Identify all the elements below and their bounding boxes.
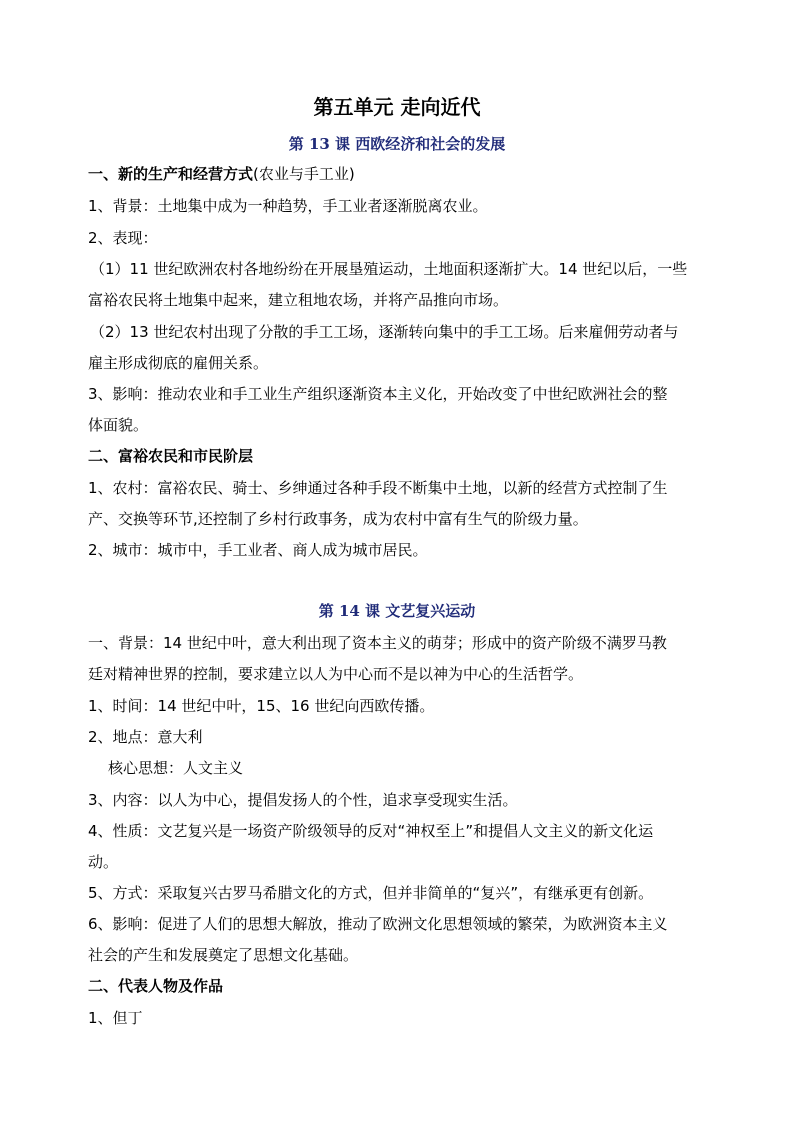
lesson-14-title: 第 14 课 文艺复兴运动 xyxy=(318,602,476,620)
place-line: 2、地点：意大利 xyxy=(88,728,203,746)
city-line: 2、城市：城市中，手工业者、商人成为城市居民。 xyxy=(88,541,428,559)
manifestation-2-line-1: （2）13 世纪农村出现了分散的手工工场，逐渐转向集中的手工工场。后来雇佣劳动者与 xyxy=(90,323,679,341)
section-heading-text: 一、新的生产和经营方式 xyxy=(88,165,254,183)
nature-line-1: 4、性质：文艺复兴是一场资产阶级领导的反对“神权至上”和提倡人文主义的新文化运 xyxy=(88,822,654,840)
manifestation-1-line-2: 富裕农民将土地集中起来，建立租地农场，并将产品推向市场。 xyxy=(88,291,509,309)
manifestation-label: 2、表现： xyxy=(88,229,158,247)
manifestation-2-line-2: 雇主形成彻底的雇佣关系。 xyxy=(88,354,269,372)
lesson-13-section-1-heading xyxy=(88,162,718,186)
impact-line-2: 体面貌。 xyxy=(88,416,149,434)
time-line: 1、时间：14 世纪中叶，15、16 世纪向西欧传播。 xyxy=(88,697,435,715)
content-line: 3、内容：以人为中心，提倡发扬人的个性，追求享受现实生活。 xyxy=(88,791,518,809)
unit-title: 第五单元 走向近代 xyxy=(313,95,481,119)
rural-line-1: 1、农村：富裕农民、骑士、乡绅通过各种手段不断集中土地，以新的经营方式控制了生 xyxy=(88,479,668,497)
method-line: 5、方式：采取复兴古罗马希腊文化的方式，但并非简单的“复兴”，有继承更有创新。 xyxy=(88,884,654,902)
lesson-13-title: 第 13 课 西欧经济和社会的发展 xyxy=(288,135,506,153)
manifestation-1-line-1: （1）11 世纪欧洲农村各地纷纷在开展垦殖运动，土地面积逐渐扩大。14 世纪以后，一些 xyxy=(90,260,688,278)
core-idea-line: 核心思想：人文主义 xyxy=(108,759,244,777)
lesson-13-section-2-heading: 二、富裕农民和市民阶层 xyxy=(88,447,254,465)
renaissance-background-line-1: 一、背景：14 世纪中叶，意大利出现了资本主义的萌芽；形成中的资产阶级不满罗马教 xyxy=(88,634,667,652)
background-line: 1、背景：土地集中成为一种趋势，手工业者逐渐脱离农业。 xyxy=(88,197,488,215)
dante-line: 1、但丁 xyxy=(88,1009,143,1027)
renaissance-background-line-2: 廷对精神世界的控制，要求建立以人为中心而不是以神为中心的生活哲学。 xyxy=(88,665,584,683)
lesson-14-section-2-heading: 二、代表人物及作品 xyxy=(88,977,224,995)
effect-line-2: 社会的产生和发展奠定了思想文化基础。 xyxy=(88,946,359,964)
nature-line-2: 动。 xyxy=(88,853,119,871)
section-heading-note: (农业与手工业) xyxy=(253,165,355,183)
effect-line-1: 6、影响：促进了人们的思想大解放，推动了欧洲文化思想领域的繁荣，为欧洲资本主义 xyxy=(88,915,668,933)
rural-line-2: 产、交换等环节,还控制了乡村行政事务，成为农村中富有生气的阶级力量。 xyxy=(88,510,588,528)
impact-line-1: 3、影响：推动农业和手工业生产组织逐渐资本主义化，开始改变了中世纪欧洲社会的整 xyxy=(88,385,668,403)
